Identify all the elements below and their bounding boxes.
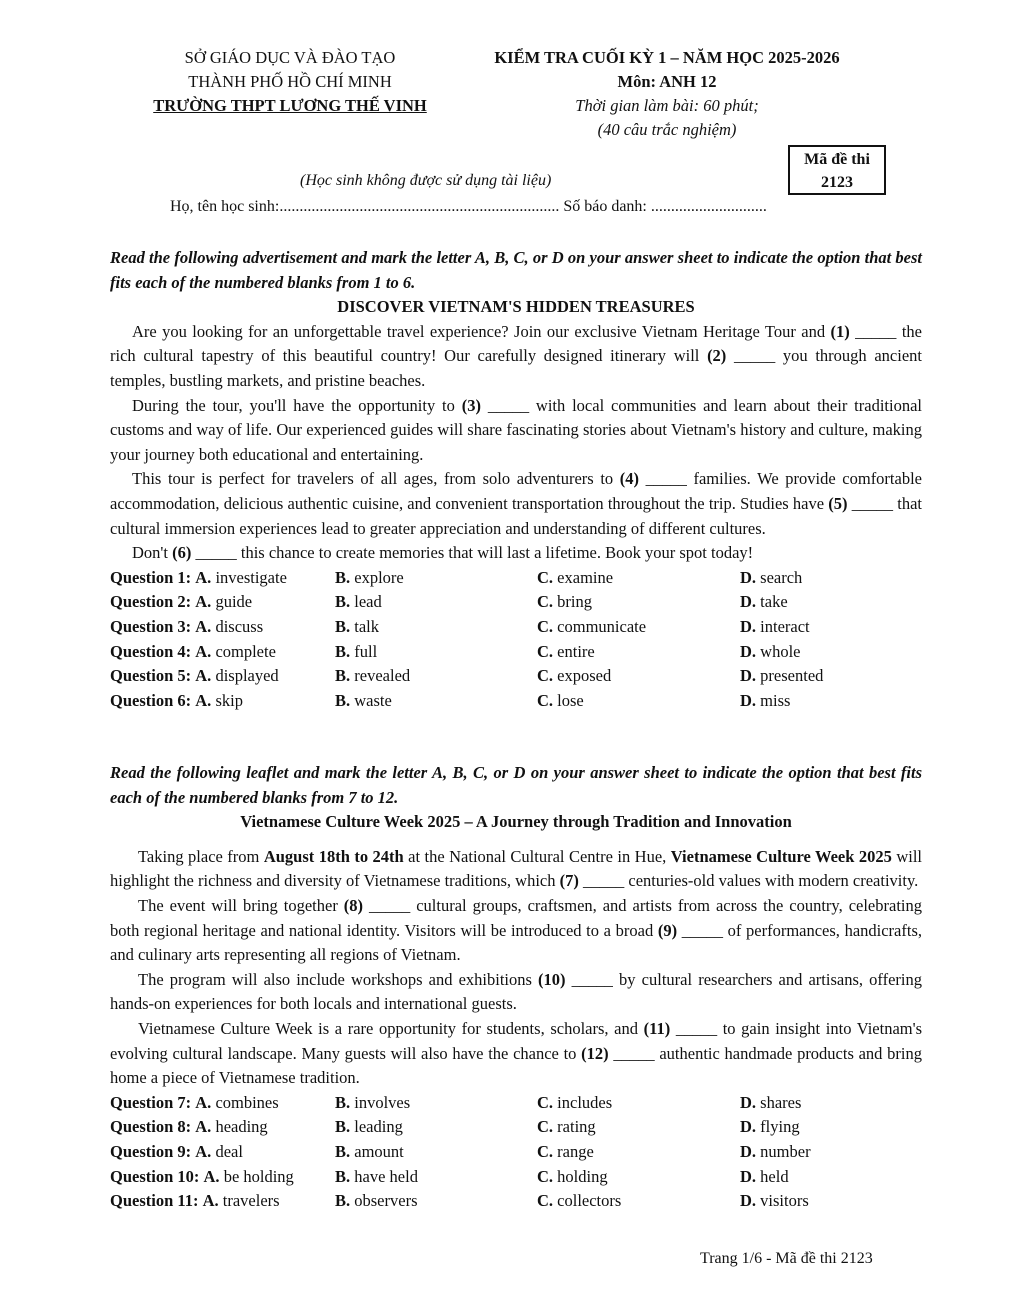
question-row: Question 6: A. skip B. waste C. lose D. miss	[110, 690, 791, 710]
question-row: Question 9: A. deal B. amount C. range D. number	[110, 1141, 811, 1161]
section-2-title: Vietnamese Culture Week 2025 – A Journey through Tradition and Innovation	[240, 812, 792, 832]
exam-code-value: 2123	[821, 174, 853, 191]
exam-code-label: Mã đề thi	[804, 151, 870, 168]
question-row: Question 3: A. discuss B. talk C. communicate D. interact	[110, 616, 810, 636]
section-2-paragraph-2: The event will bring together (8) _____ cultural groups, craftsmen, and artists from across the country, celebrating both regional heritage and national identity. Visitors will be introduced to a broad (9) _____ of performances, handicrafts, and culinary arts representing all regions of Vietnam.	[110, 895, 922, 965]
question-row: Question 1: A. investigate B. explore C. examine D. search	[110, 567, 803, 587]
question-row: Question 7: A. combines B. involves C. includes D. shares	[110, 1092, 802, 1112]
question-row: Question 10: A. be holding B. have held C. holding D. held	[110, 1166, 789, 1186]
exam-title: KIỂM TRA CUỐI KỲ 1 – NĂM HỌC 2025-2026	[494, 48, 840, 67]
section-2-paragraph-4: Vietnamese Culture Week is a rare opportunity for students, scholars, and (11) _____ to gain insight into Vietnam's evolving cultural landscape. Many guests will also have the chance to (12) _____ authentic handmade products and bring home a piece of Vietnamese tradition.	[110, 1018, 922, 1088]
question-row: Question 2: A. guide B. lead C. bring D. take	[110, 592, 788, 612]
question-row: Question 4: A. complete B. full C. entire D. whole	[110, 641, 801, 661]
question-row: Question 5: A. displayed B. revealed C. exposed D. presented	[110, 666, 824, 686]
section-2-paragraph-3: The program will also include workshops and exhibitions (10) _____ by cultural researchers and artisans, offering hands-on experiences for both locals and international guests.	[110, 969, 922, 1014]
department-line-1: SỞ GIÁO DỤC VÀ ĐÀO TẠO	[184, 48, 396, 67]
question-row: Question 11: A. travelers B. observers C. collectors D. visitors	[110, 1191, 809, 1211]
section-2	[110, 761, 922, 1214]
exam-code-box	[788, 145, 886, 195]
school-name: TRƯỜNG THPT LƯƠNG THẾ VINH	[153, 96, 427, 115]
department-line-2: THÀNH PHỐ HỒ CHÍ MINH	[188, 72, 392, 91]
student-info-line: Họ, tên học sinh:...................................................................... Số báo danh: .............................	[170, 198, 767, 215]
section-1-questions	[110, 566, 922, 714]
section-1-paragraph-1: Are you looking for an unforgettable travel experience? Join our exclusive Vietnam Heritage Tour and (1) _____ the rich cultural tapestry of this beautiful country! Our carefully designed itinerary will (2) _____ you through ancient temples, bustling markets, and pristine beaches.	[110, 321, 922, 390]
no-documents-note: (Học sinh không được sử dụng tài liệu)	[300, 172, 552, 189]
page-footer: Trang 1/6 - Mã đề thi 2123	[700, 1250, 873, 1267]
time-limit: Thời gian làm bài: 60 phút;	[575, 96, 759, 115]
section-2-instruction: Read the following leaflet and mark the letter A, B, C, or D on your answer sheet to indicate the option that best fits each of the numbered blanks from 7 to 12.	[110, 763, 922, 807]
section-1-instruction: Read the following advertisement and mark the letter A, B, C, or D on your answer sheet to indicate the option that best fits each of the numbered blanks from 1 to 6.	[110, 248, 922, 292]
section-2-questions	[110, 1091, 922, 1214]
subject: Môn: ANH 12	[617, 72, 717, 91]
header-left	[110, 46, 470, 118]
header-right	[462, 46, 872, 142]
section-1-paragraph-3: This tour is perfect for travelers of all ages, from solo adventurers to (4) _____ families. We provide comfortable accommodation, delicious authentic cuisine, and convenient transportation throughout the trip. Studies have (5) _____ that cultural immersion experiences lead to greater appreciation and understanding of different cultures.	[110, 469, 922, 538]
section-1-paragraph-4: Don't (6) _____ this chance to create memories that will last a lifetime. Book your spot today!	[132, 543, 754, 563]
question-count: (40 câu trắc nghiệm)	[597, 120, 737, 139]
section-2-paragraph-1: Taking place from August 18th to 24th at the National Cultural Centre in Hue, Vietnamese Culture Week 2025 will highlight the richness and diversity of Vietnamese traditions, which (7) _____ centuries-old values with modern creativity.	[110, 846, 922, 891]
question-row: Question 8: A. heading B. leading C. rating D. flying	[110, 1117, 800, 1137]
section-1-title: DISCOVER VIETNAM'S HIDDEN TREASURES	[337, 297, 695, 317]
section-1-paragraph-2: During the tour, you'll have the opportunity to (3) _____ with local communities and learn about their traditional customs and way of life. Our experienced guides will share fascinating stories about Vietnam's history and culture, making your journey both educational and entertaining.	[110, 395, 922, 464]
section-1	[110, 246, 922, 713]
